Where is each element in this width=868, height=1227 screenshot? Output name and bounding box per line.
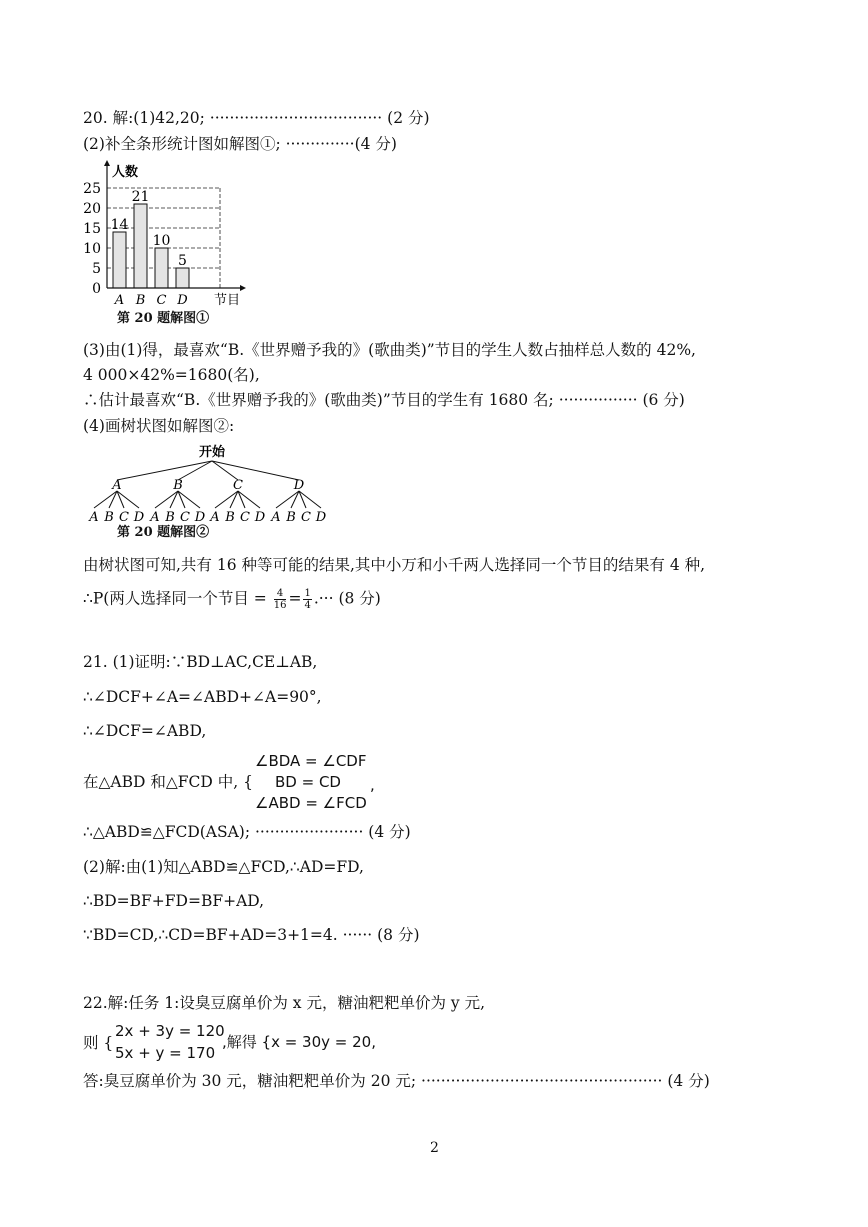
q20-line-7: 由树状图可知,共有 16 种等可能的结果,其中小万和小千两人选择同一个节目的结果有 4 种, [83,556,706,574]
tree-leaf: B [165,510,175,525]
q20-line-6: (4)画树状图如解图②: [83,417,235,435]
q20-line-8 [83,588,381,611]
score-8: .··· (8 分) [313,589,381,608]
bar-value-label: 21 [131,189,150,205]
tree-root: 开始 [198,445,226,460]
q20-line-4: 4 000×42%=1680(名), [83,366,260,384]
bar-D [176,268,189,288]
page-number: 2 [430,1140,439,1156]
system-eq-1: ∠BDA = ∠CDF [255,752,367,770]
q20-line-3: (3)由(1)得，最喜欢“B.《世界赠予我的》(歌曲类)”节目的学生人数占抽样总人数的 42%, [83,341,696,359]
q21-line-7: ∴BD=BF+FD=BF+AD, [83,892,265,910]
bar-chart [80,160,260,310]
tree-leaf: C [119,510,129,525]
equals-sign: = [288,589,302,608]
q22-eq-2: 5x + y = 170 [115,1044,216,1062]
q20-line-5: ∴估计最喜欢“B.《世界赠予我的》(歌曲类)”节目的学生有 1680 名; ················ (6 分) [83,391,685,409]
figure-caption-2: 第 20 题解图② [117,525,210,540]
fraction-4-16: $\frac{4}{16}$ [273,588,287,611]
bar-value-label: 10 [152,233,171,249]
x-tick-label: C [156,293,167,308]
q22-line-3: 答:臭豆腐单价为 30 元，糖油粑粑单价为 20 元; ················································· (4 分) [83,1072,710,1090]
x-tick-label: A [114,293,125,308]
q20-line-1: 20. 解:(1)42,20; ··································· (2 分) [83,109,430,127]
q21-line-1: 21. (1)证明:∵BD⊥AC,CE⊥AB, [83,653,318,671]
y-axis-label: 人数 [112,165,139,180]
tree-leaf: D [254,510,266,525]
y-tick-label: 0 [92,281,101,297]
q20-line-2: (2)补全条形统计图如解图①; ··············(4 分) [83,135,397,153]
probability-expr: ∴P(两人选择同一个节目 = [83,589,267,608]
q22-eq-1: 2x + 3y = 120 [115,1022,225,1040]
y-tick-label: 15 [83,221,101,237]
bar-value-label: 5 [178,253,187,269]
system-eq-3: ∠ABD = ∠FCD [255,794,367,812]
tree-leaf: A [210,510,220,525]
tree-diagram [80,440,340,530]
tree-leaf: C [301,510,311,525]
y-axis-arrow [104,160,110,166]
tree-leaf: D [315,510,327,525]
x-axis-arrow [240,285,246,291]
bar-C [155,248,168,288]
y-tick-label: 25 [83,181,101,197]
q21-line-8: ∵BD=CD,∴CD=BF+AD=3+1=4. ······ (8 分) [83,926,420,944]
y-tick-label: 20 [83,201,101,217]
x-tick-label: D [177,293,188,308]
tree-node-b: B [173,478,183,493]
bar-A [113,232,126,288]
tree-branches [94,461,321,508]
tree-leaf: C [180,510,190,525]
q21-line-5: ∴△ABD≌△FCD(ASA); ······················ (4 分) [83,823,411,841]
system-comma: , [370,776,375,794]
system-eq-2: BD = CD [275,773,341,791]
tree-node-c: C [233,478,243,493]
q21-line-2: ∴∠DCF+∠A=∠ABD+∠A=90°, [83,688,322,706]
tree-leaf: C [240,510,250,525]
q22-line-1: 22.解:任务 1:设臭豆腐单价为 x 元，糖油粑粑单价为 y 元, [83,994,486,1012]
tree-leaf: B [225,510,235,525]
q22-line-2: 则 { [83,1034,114,1052]
x-axis-label: 节目 [214,293,241,308]
tree-leaf: B [104,510,114,525]
bar-B [134,204,147,288]
tree-leaf: D [133,510,145,525]
q21-line-4: 在△ABD 和△FCD 中, { [83,773,253,791]
tree-node-a: A [112,478,122,493]
y-tick-label: 5 [92,261,101,277]
tree-leaf: A [271,510,281,525]
figure-caption-1: 第 20 题解图① [117,311,210,326]
q22-solution: ,解得 {x = 30y = 20, [222,1033,376,1051]
tree-node-d: D [293,478,305,493]
x-tick-label: B [135,293,146,308]
tree-leaf: A [150,510,160,525]
bar-value-label: 14 [110,217,129,233]
y-tick-label: 10 [83,241,101,257]
fraction-1-4: $\frac{1}{4}$ [304,588,311,611]
tree-leaf: D [194,510,206,525]
tree-leaf: A [89,510,99,525]
tree-leaf: B [286,510,296,525]
q21-line-6: (2)解:由(1)知△ABD≌△FCD,∴AD=FD, [83,858,364,876]
q21-line-3: ∴∠DCF=∠ABD, [83,722,207,740]
